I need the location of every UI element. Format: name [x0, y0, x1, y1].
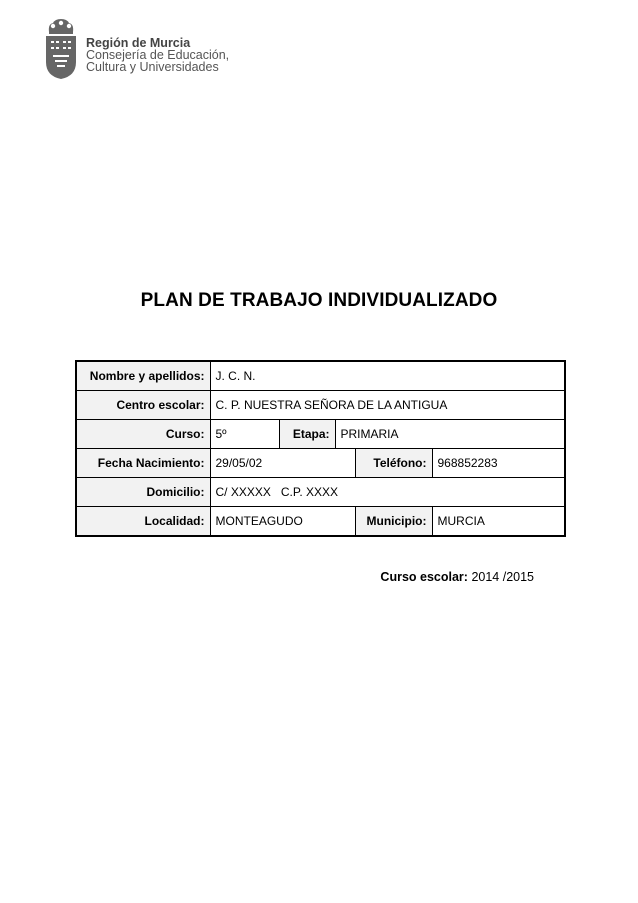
school-year-label: Curso escolar:: [380, 570, 468, 584]
birth-label: Fecha Nacimiento:: [76, 449, 210, 478]
municipality-value: MURCIA: [432, 507, 565, 537]
town-label: Localidad:: [76, 507, 210, 537]
phone-label: Teléfono:: [355, 449, 432, 478]
school-year: [380, 570, 534, 584]
table-row: [76, 361, 565, 391]
coat-of-arms-icon: [44, 18, 78, 80]
name-value: J. C. N.: [210, 361, 565, 391]
phone-value: 968852283: [432, 449, 565, 478]
table-row: [76, 449, 565, 478]
address-text: C/ XXXXX C.P. XXXX: [215, 485, 338, 499]
region-murcia-logo: [44, 18, 244, 88]
logo-line-1: Región de Murcia: [86, 36, 191, 50]
table-row: [76, 478, 565, 507]
student-info-table: [75, 360, 566, 537]
course-value: 5º: [210, 420, 279, 449]
stage-value: PRIMARIA: [335, 420, 565, 449]
table-row: [76, 391, 565, 420]
logo-line-3: Cultura y Universidades: [86, 60, 219, 74]
stage-label: Etapa:: [279, 420, 335, 449]
school-label: Centro escolar:: [76, 391, 210, 420]
town-value: MONTEAGUDO: [210, 507, 355, 537]
address-label: Domicilio:: [76, 478, 210, 507]
logo-text: [86, 37, 229, 73]
name-label: Nombre y apellidos:: [76, 361, 210, 391]
school-value: C. P. NUESTRA SEÑORA DE LA ANTIGUA: [210, 391, 565, 420]
table-row: [76, 420, 565, 449]
logo-line-2: Consejería de Educación,: [86, 48, 230, 62]
table-row: [76, 507, 565, 537]
birth-value: 29/05/02: [210, 449, 355, 478]
address-value: [210, 478, 565, 507]
school-year-value: 2014 /2015: [471, 570, 534, 584]
course-label: Curso:: [76, 420, 210, 449]
municipality-label: Municipio:: [355, 507, 432, 537]
page-title: PLAN DE TRABAJO INDIVIDUALIZADO: [140, 290, 498, 311]
